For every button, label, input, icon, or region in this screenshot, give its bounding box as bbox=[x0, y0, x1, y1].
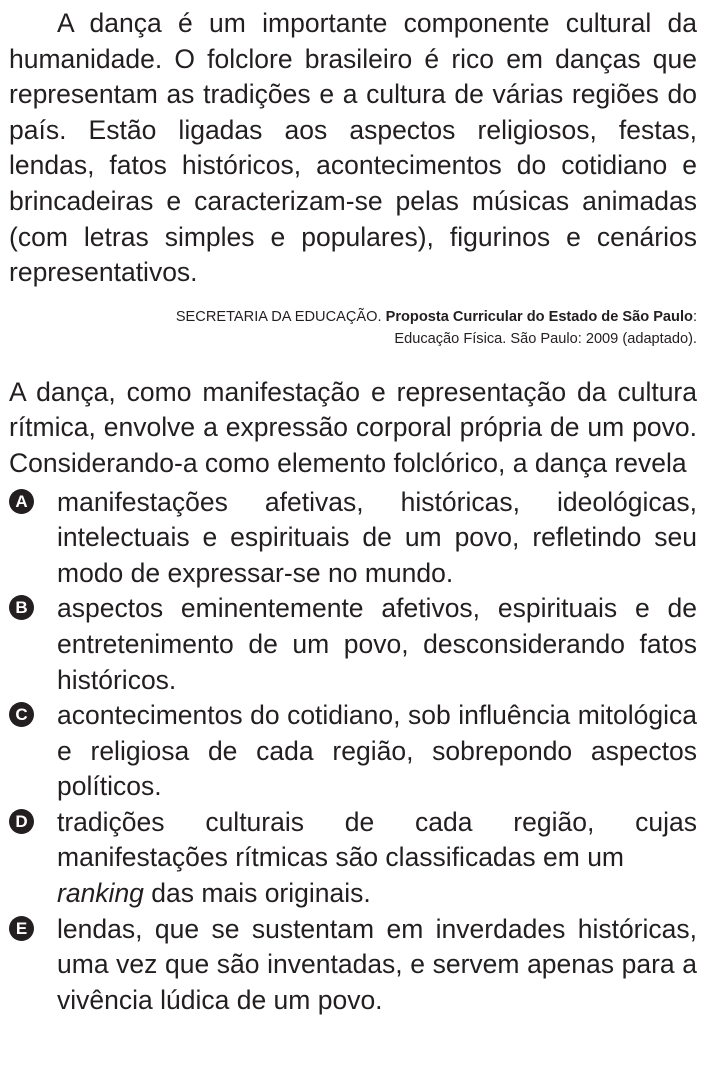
option-b[interactable] bbox=[9, 591, 697, 698]
citation-colon: : bbox=[692, 308, 697, 325]
citation-line-2: Educação Física. São Paulo: 2009 (adaptado). bbox=[394, 330, 697, 347]
option-e-text: lendas, que se sustentam em inverdades históricas, uma vez que são inventadas, e servem apenas para a vivência lúdica de um povo. bbox=[57, 913, 697, 1015]
option-d-letter-badge: D bbox=[9, 809, 34, 834]
option-d-text bbox=[57, 807, 697, 908]
option-b-text: aspectos eminentemente afetivos, espirituais e de entretenimento de um povo, desconsiderando fatos históricos. bbox=[57, 593, 697, 695]
citation-line-1 bbox=[9, 306, 697, 328]
option-d[interactable] bbox=[9, 805, 697, 912]
option-d-text-after: das mais originais. bbox=[151, 878, 371, 909]
option-e[interactable] bbox=[9, 912, 697, 1019]
option-a-text: manifestações afetivas, históricas, ideológicas, intelectuais e espirituais de um povo, refletindo seu modo de expressar-se no mundo. bbox=[57, 486, 697, 588]
option-a-letter-badge: A bbox=[9, 489, 34, 514]
option-c-letter-badge: C bbox=[9, 702, 34, 727]
option-b-letter-badge: B bbox=[9, 595, 34, 620]
option-c-text: acontecimentos do cotidiano, sob influência mitológica e religiosa de cada região, sobrepondo aspectos políticos. bbox=[57, 700, 697, 802]
passage-text: A dança é um importante componente cultural da humanidade. O folclore brasileiro é rico em danças que representam as tradições e a cultura de várias regiões do país. Estão ligadas aos aspectos religiosos, festas, lendas, fatos históricos, acontecimentos do cotidiano e brincadeiras e caracterizam-se pelas músicas animadas (com letras simples e populares), figurinos e cenários representativos. bbox=[9, 8, 697, 288]
option-a[interactable] bbox=[9, 485, 697, 592]
source-citation bbox=[9, 306, 697, 350]
citation-title: Proposta Curricular do Estado de São Paulo bbox=[385, 308, 693, 325]
option-d-text-before: tradições culturais de cada região, cujas manifestações rítmicas são classificadas em um bbox=[57, 806, 697, 873]
citation-author: SECRETARIA DA EDUCAÇÃO. bbox=[175, 308, 382, 325]
option-e-letter-badge: E bbox=[9, 916, 34, 941]
answer-options bbox=[9, 485, 697, 1019]
question-stem: A dança, como manifestação e representação da cultura rítmica, envolve a expressão corporal própria de um povo. Considerando-a como elemento folclórico, a dança revela bbox=[9, 376, 697, 478]
option-c[interactable] bbox=[9, 698, 697, 805]
option-d-text-italic: ranking bbox=[57, 878, 144, 909]
